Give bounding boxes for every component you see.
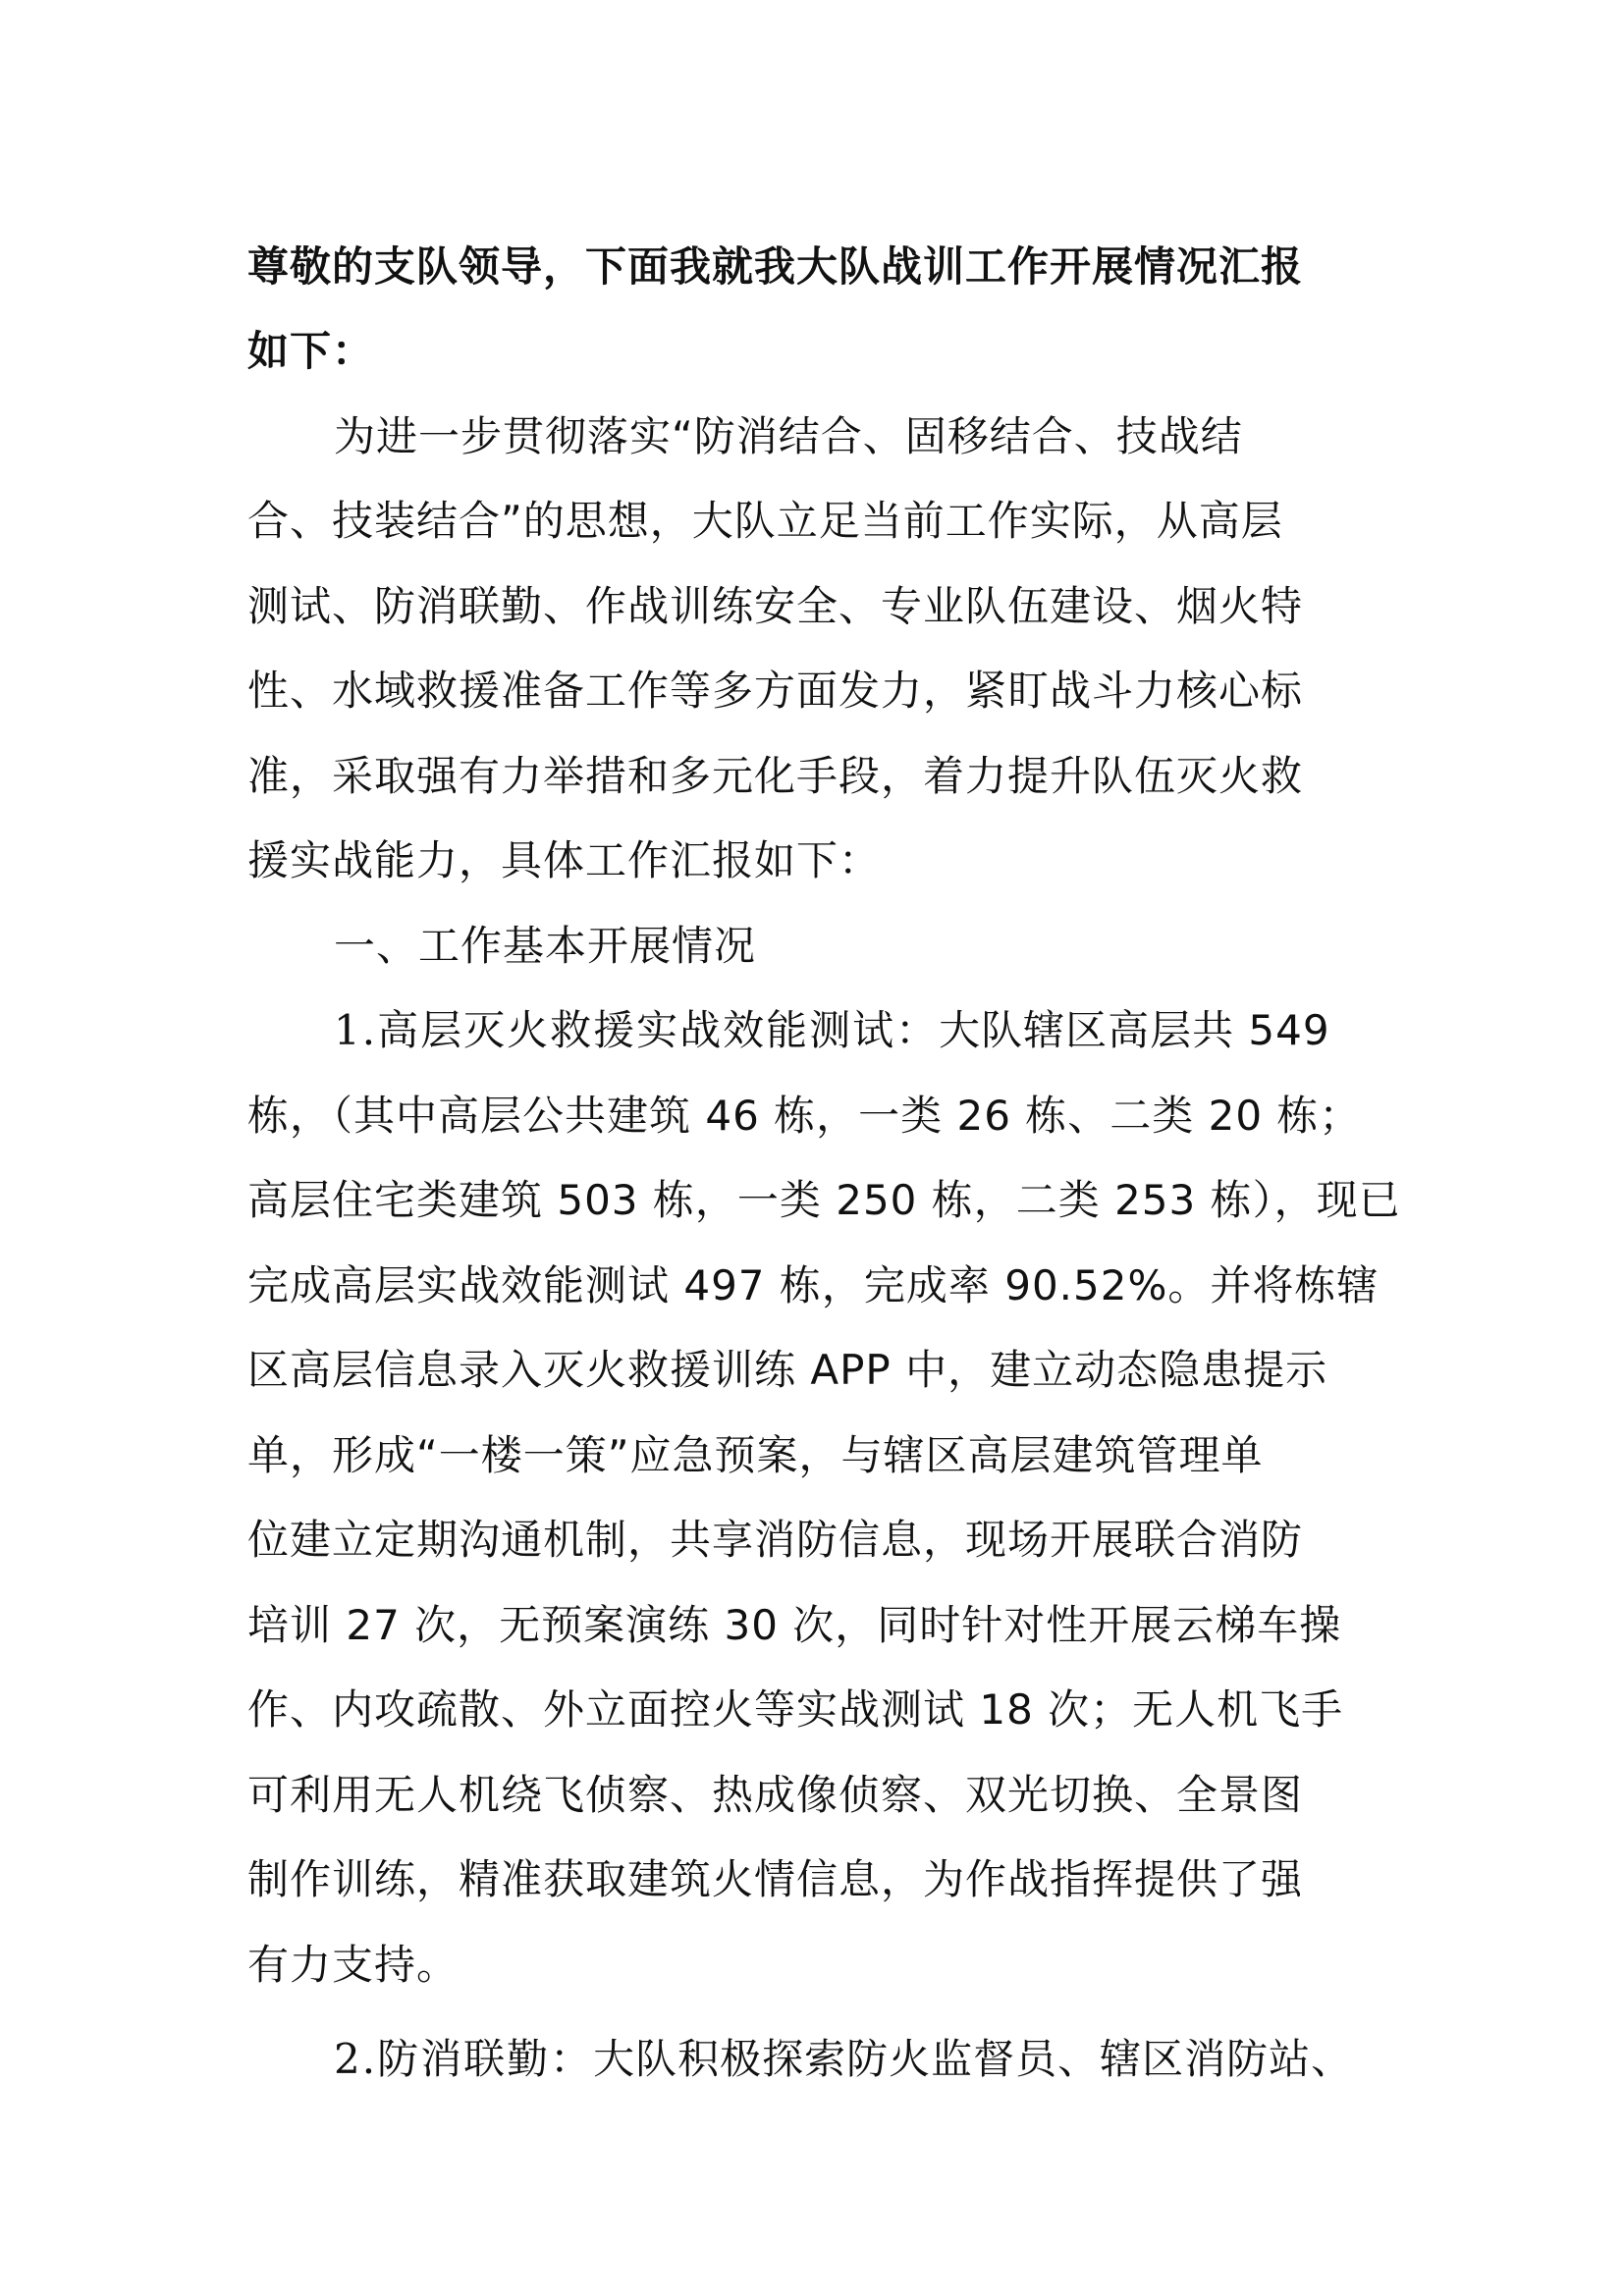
intro-line-5: 准，采取强有力举措和多元化手段，着力提升队伍灭火救 bbox=[247, 752, 1304, 800]
item1-label: 1.高层灭火救援实战效能测试： bbox=[334, 1006, 940, 1054]
item2-first-line bbox=[334, 2017, 1353, 2102]
intro-line-4: 性、水域救援准备工作等多方面发力，紧盯战斗力核心标 bbox=[247, 667, 1304, 715]
item2-lead: 大队积极探索防火监督员、辖区消防站、 bbox=[593, 2035, 1354, 2083]
item1-line-2: 高层住宅类建筑 503 栋，一类 250 栋，二类 253 栋），现已 bbox=[247, 1176, 1401, 1224]
greeting-line-1: 尊敬的支队领导，下面我就我大队战训工作开展情况汇报 bbox=[247, 242, 1304, 291]
item1-line-11: 有力支持。 bbox=[247, 1941, 460, 1989]
item1-line-5: 单，形成“一楼一策”应急预案，与辖区高层建筑管理单 bbox=[247, 1431, 1264, 1479]
greeting-line-2: 如下： bbox=[247, 327, 375, 375]
section-heading: 一、工作基本开展情况 bbox=[334, 922, 757, 970]
item1-line-6: 位建立定期沟通机制，共享消防信息，现场开展联合消防 bbox=[247, 1516, 1304, 1564]
item2-label: 2.防消联勤： bbox=[334, 2035, 594, 2083]
item1-line-1: 栋，（其中高层公共建筑 46 栋，一类 26 栋、二类 20 栋； bbox=[247, 1092, 1362, 1140]
item1-first-line bbox=[334, 988, 1330, 1073]
intro-line-6: 援实战能力，具体工作汇报如下： bbox=[247, 836, 882, 884]
item1-line-7: 培训 27 次，无预案演练 30 次，同时针对性开展云梯车操 bbox=[247, 1601, 1342, 1649]
item1-line-9: 可利用无人机绕飞侦察、热成像侦察、双光切换、全景图 bbox=[247, 1771, 1304, 1819]
intro-line-2: 合、技装结合”的思想，大队立足当前工作实际，从高层 bbox=[247, 497, 1283, 545]
item1-lead: 大队辖区高层共 549 bbox=[939, 1006, 1330, 1054]
item1-line-10: 制作训练，精准获取建筑火情信息，为作战指挥提供了强 bbox=[247, 1855, 1304, 1903]
intro-line-1: 为进一步贯彻落实“防消结合、固移结合、技战结 bbox=[334, 412, 1243, 460]
intro-line-3: 测试、防消联勤、作战训练安全、专业队伍建设、烟火特 bbox=[247, 582, 1304, 630]
item1-line-4: 区高层信息录入灭火救援训练 APP 中，建立动态隐患提示 bbox=[247, 1346, 1328, 1394]
item1-line-3: 完成高层实战效能测试 497 栋，完成率 90.52%。并将栋辖 bbox=[247, 1261, 1380, 1309]
item1-line-8: 作、内攻疏散、外立面控火等实战测试 18 次；无人机飞手 bbox=[247, 1685, 1344, 1734]
